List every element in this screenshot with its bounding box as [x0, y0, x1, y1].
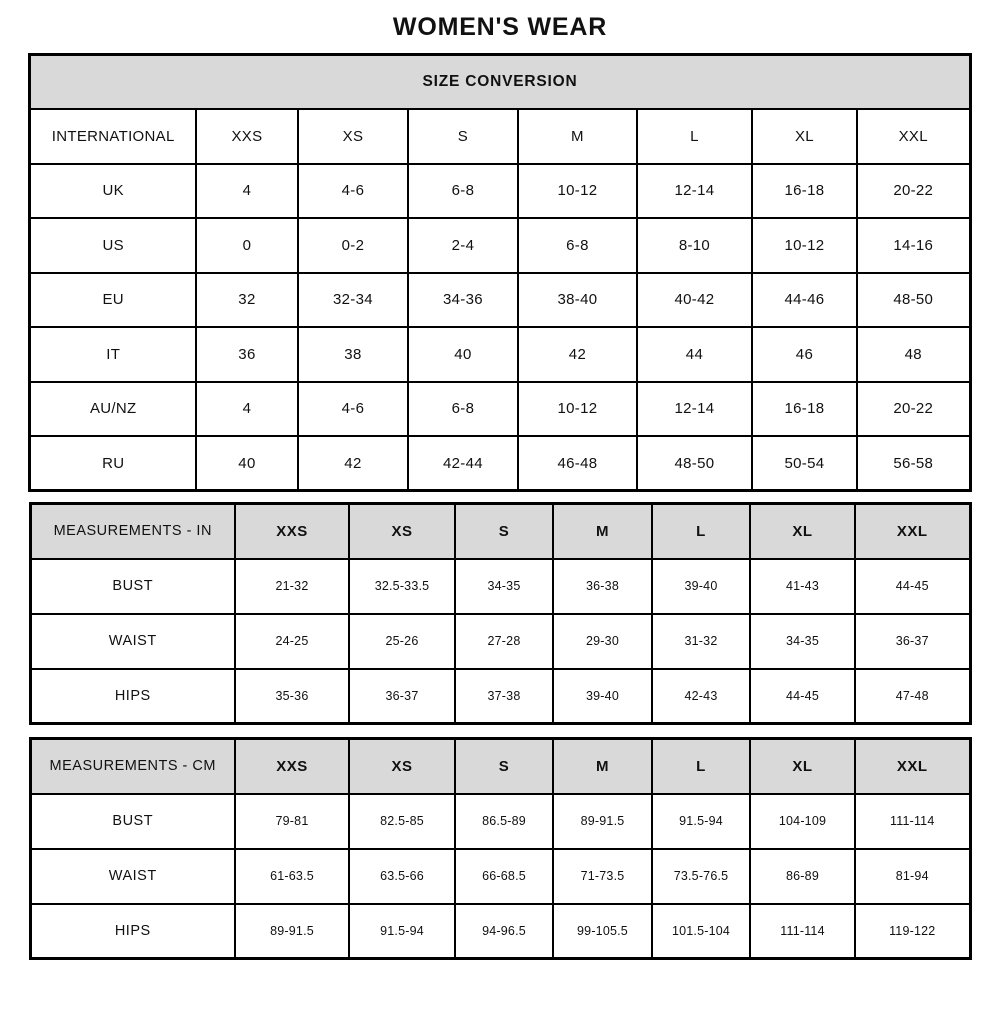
- conv-cell-au-nz-xxs: 4: [196, 382, 298, 437]
- conv-row-au-nz: [30, 382, 970, 437]
- meas-in-column-header-l: L: [652, 504, 750, 559]
- meas-cm-row-waist: [30, 849, 970, 904]
- conv-row-ru: [30, 436, 970, 491]
- conv-cell-ru-m: 46-48: [518, 436, 637, 491]
- conv-cell-au-nz-xl: 16-18: [752, 382, 857, 437]
- meas-cm-cell-hips-xxl: 119-122: [855, 904, 970, 959]
- meas-in-cell-hips-l: 42-43: [652, 669, 750, 724]
- meas-in-cell-hips-xxl: 47-48: [855, 669, 970, 724]
- conv-cell-eu-s: 34-36: [408, 273, 518, 328]
- conv-column-header-xl: XL: [752, 109, 857, 164]
- meas-in-cell-hips-s: 37-38: [455, 669, 553, 724]
- meas-cm-cell-waist-xl: 86-89: [750, 849, 855, 904]
- conv-row-label-au-nz: AU/NZ: [30, 382, 196, 437]
- conv-cell-it-xxl: 48: [857, 327, 970, 382]
- meas-cm-header-row: [30, 739, 970, 794]
- conv-cell-ru-xs: 42: [298, 436, 408, 491]
- meas-in-column-header-m: M: [553, 504, 652, 559]
- conv-column-header-row: [30, 109, 970, 164]
- conv-column-header-m: M: [518, 109, 637, 164]
- meas-in-cell-hips-m: 39-40: [553, 669, 652, 724]
- meas-cm-column-header-s: S: [455, 739, 553, 794]
- meas-in-cell-waist-xs: 25-26: [349, 614, 455, 669]
- conv-cell-uk-xl: 16-18: [752, 164, 857, 219]
- conv-cell-eu-xxs: 32: [196, 273, 298, 328]
- conv-row-it: [30, 327, 970, 382]
- meas-cm-column-header-xxl: XXL: [855, 739, 970, 794]
- conv-cell-us-xxl: 14-16: [857, 218, 970, 273]
- meas-cm-row-label-hips: HIPS: [30, 904, 235, 959]
- meas-in-cell-waist-s: 27-28: [455, 614, 553, 669]
- conv-cell-it-s: 40: [408, 327, 518, 382]
- page-title: WOMEN'S WEAR: [392, 13, 608, 41]
- size-conversion-table: [28, 53, 971, 492]
- conv-row-label-eu: EU: [30, 273, 196, 328]
- meas-cm-cell-waist-xs: 63.5-66: [349, 849, 455, 904]
- conv-cell-ru-xl: 50-54: [752, 436, 857, 491]
- conv-cell-eu-l: 40-42: [637, 273, 752, 328]
- conv-cell-ru-xxs: 40: [196, 436, 298, 491]
- meas-in-column-header-s: S: [455, 504, 553, 559]
- size-conversion-banner-row: [30, 55, 970, 110]
- conv-cell-ru-s: 42-44: [408, 436, 518, 491]
- meas-cm-cell-bust-xs: 82.5-85: [349, 794, 455, 849]
- conv-cell-us-xl: 10-12: [752, 218, 857, 273]
- meas-in-cell-hips-xxs: 35-36: [235, 669, 349, 724]
- meas-cm-column-header-m: M: [553, 739, 652, 794]
- conv-column-header-xs: XS: [298, 109, 408, 164]
- conv-cell-uk-m: 10-12: [518, 164, 637, 219]
- meas-in-column-header-xl: XL: [750, 504, 855, 559]
- size-conversion-header: SIZE CONVERSION: [30, 55, 970, 110]
- conv-cell-it-xxs: 36: [196, 327, 298, 382]
- meas-in-header-row: [30, 504, 970, 559]
- meas-in-cell-bust-xxs: 21-32: [235, 559, 349, 614]
- conv-cell-au-nz-m: 10-12: [518, 382, 637, 437]
- meas-cm-column-header-xs: XS: [349, 739, 455, 794]
- size-chart-page: [0, 13, 1000, 960]
- meas-cm-cell-bust-s: 86.5-89: [455, 794, 553, 849]
- meas-in-cell-bust-xl: 41-43: [750, 559, 855, 614]
- meas-cm-row-label-waist: WAIST: [30, 849, 235, 904]
- conv-cell-au-nz-s: 6-8: [408, 382, 518, 437]
- conv-cell-uk-xs: 4-6: [298, 164, 408, 219]
- meas-cm-header: MEASUREMENTS - CM: [30, 739, 235, 794]
- conv-column-header-xxl: XXL: [857, 109, 970, 164]
- measurements-in-table: [29, 502, 972, 725]
- conv-cell-it-xs: 38: [298, 327, 408, 382]
- meas-cm-cell-bust-xxl: 111-114: [855, 794, 970, 849]
- conv-column-header-s: S: [408, 109, 518, 164]
- meas-cm-cell-hips-xs: 91.5-94: [349, 904, 455, 959]
- meas-in-cell-hips-xs: 36-37: [349, 669, 455, 724]
- meas-cm-row-bust: [30, 794, 970, 849]
- meas-cm-cell-hips-s: 94-96.5: [455, 904, 553, 959]
- meas-in-cell-hips-xl: 44-45: [750, 669, 855, 724]
- meas-cm-cell-waist-xxs: 61-63.5: [235, 849, 349, 904]
- meas-in-cell-waist-xxl: 36-37: [855, 614, 970, 669]
- meas-in-cell-waist-xl: 34-35: [750, 614, 855, 669]
- meas-in-row-label-waist: WAIST: [30, 614, 235, 669]
- meas-cm-column-header-xl: XL: [750, 739, 855, 794]
- meas-cm-cell-waist-m: 71-73.5: [553, 849, 652, 904]
- meas-in-row-hips: [30, 669, 970, 724]
- meas-cm-cell-hips-xl: 111-114: [750, 904, 855, 959]
- conv-cell-eu-xs: 32-34: [298, 273, 408, 328]
- meas-cm-cell-bust-xxs: 79-81: [235, 794, 349, 849]
- meas-in-column-header-xxl: XXL: [855, 504, 970, 559]
- conv-cell-eu-xxl: 48-50: [857, 273, 970, 328]
- meas-cm-cell-hips-l: 101.5-104: [652, 904, 750, 959]
- meas-in-cell-bust-xxl: 44-45: [855, 559, 970, 614]
- conv-cell-uk-xxs: 4: [196, 164, 298, 219]
- conv-cell-uk-s: 6-8: [408, 164, 518, 219]
- meas-in-cell-waist-m: 29-30: [553, 614, 652, 669]
- meas-cm-cell-bust-m: 89-91.5: [553, 794, 652, 849]
- conv-cell-us-xs: 0-2: [298, 218, 408, 273]
- meas-cm-row-label-bust: BUST: [30, 794, 235, 849]
- meas-cm-cell-bust-xl: 104-109: [750, 794, 855, 849]
- conv-row-us: [30, 218, 970, 273]
- conv-cell-eu-m: 38-40: [518, 273, 637, 328]
- conv-row-uk: [30, 164, 970, 219]
- meas-cm-cell-waist-s: 66-68.5: [455, 849, 553, 904]
- conv-cell-it-m: 42: [518, 327, 637, 382]
- meas-in-cell-bust-s: 34-35: [455, 559, 553, 614]
- meas-cm-row-hips: [30, 904, 970, 959]
- meas-cm-cell-hips-xxs: 89-91.5: [235, 904, 349, 959]
- conv-cell-it-xl: 46: [752, 327, 857, 382]
- conv-column-header-l: L: [637, 109, 752, 164]
- meas-in-column-header-xs: XS: [349, 504, 455, 559]
- conv-cell-us-l: 8-10: [637, 218, 752, 273]
- conv-cell-it-l: 44: [637, 327, 752, 382]
- meas-in-row-label-hips: HIPS: [30, 669, 235, 724]
- meas-cm-cell-bust-l: 91.5-94: [652, 794, 750, 849]
- conv-cell-us-s: 2-4: [408, 218, 518, 273]
- measurements-cm-table: [29, 737, 972, 960]
- conv-row-label-ru: RU: [30, 436, 196, 491]
- conv-cell-au-nz-l: 12-14: [637, 382, 752, 437]
- meas-in-cell-bust-l: 39-40: [652, 559, 750, 614]
- meas-in-column-header-xxs: XXS: [235, 504, 349, 559]
- meas-in-row-bust: [30, 559, 970, 614]
- conv-cell-us-xxs: 0: [196, 218, 298, 273]
- conv-cell-uk-l: 12-14: [637, 164, 752, 219]
- meas-cm-column-header-l: L: [652, 739, 750, 794]
- conv-row-label-uk: UK: [30, 164, 196, 219]
- conv-column-header-xxs: XXS: [196, 109, 298, 164]
- conv-cell-au-nz-xxl: 20-22: [857, 382, 970, 437]
- meas-cm-cell-waist-l: 73.5-76.5: [652, 849, 750, 904]
- meas-cm-cell-hips-m: 99-105.5: [553, 904, 652, 959]
- meas-in-cell-waist-l: 31-32: [652, 614, 750, 669]
- meas-in-cell-waist-xxs: 24-25: [235, 614, 349, 669]
- meas-cm-column-header-xxs: XXS: [235, 739, 349, 794]
- conv-cell-au-nz-xs: 4-6: [298, 382, 408, 437]
- conv-row-label-it: IT: [30, 327, 196, 382]
- conv-cell-eu-xl: 44-46: [752, 273, 857, 328]
- meas-in-cell-bust-xs: 32.5-33.5: [349, 559, 455, 614]
- meas-in-cell-bust-m: 36-38: [553, 559, 652, 614]
- conv-cell-ru-xxl: 56-58: [857, 436, 970, 491]
- conv-cell-uk-xxl: 20-22: [857, 164, 970, 219]
- conv-cell-us-m: 6-8: [518, 218, 637, 273]
- meas-in-header: MEASUREMENTS - IN: [30, 504, 235, 559]
- conv-cell-ru-l: 48-50: [637, 436, 752, 491]
- meas-in-row-label-bust: BUST: [30, 559, 235, 614]
- meas-cm-cell-waist-xxl: 81-94: [855, 849, 970, 904]
- conv-column-header-international: INTERNATIONAL: [30, 109, 196, 164]
- conv-row-eu: [30, 273, 970, 328]
- meas-in-row-waist: [30, 614, 970, 669]
- conv-row-label-us: US: [30, 218, 196, 273]
